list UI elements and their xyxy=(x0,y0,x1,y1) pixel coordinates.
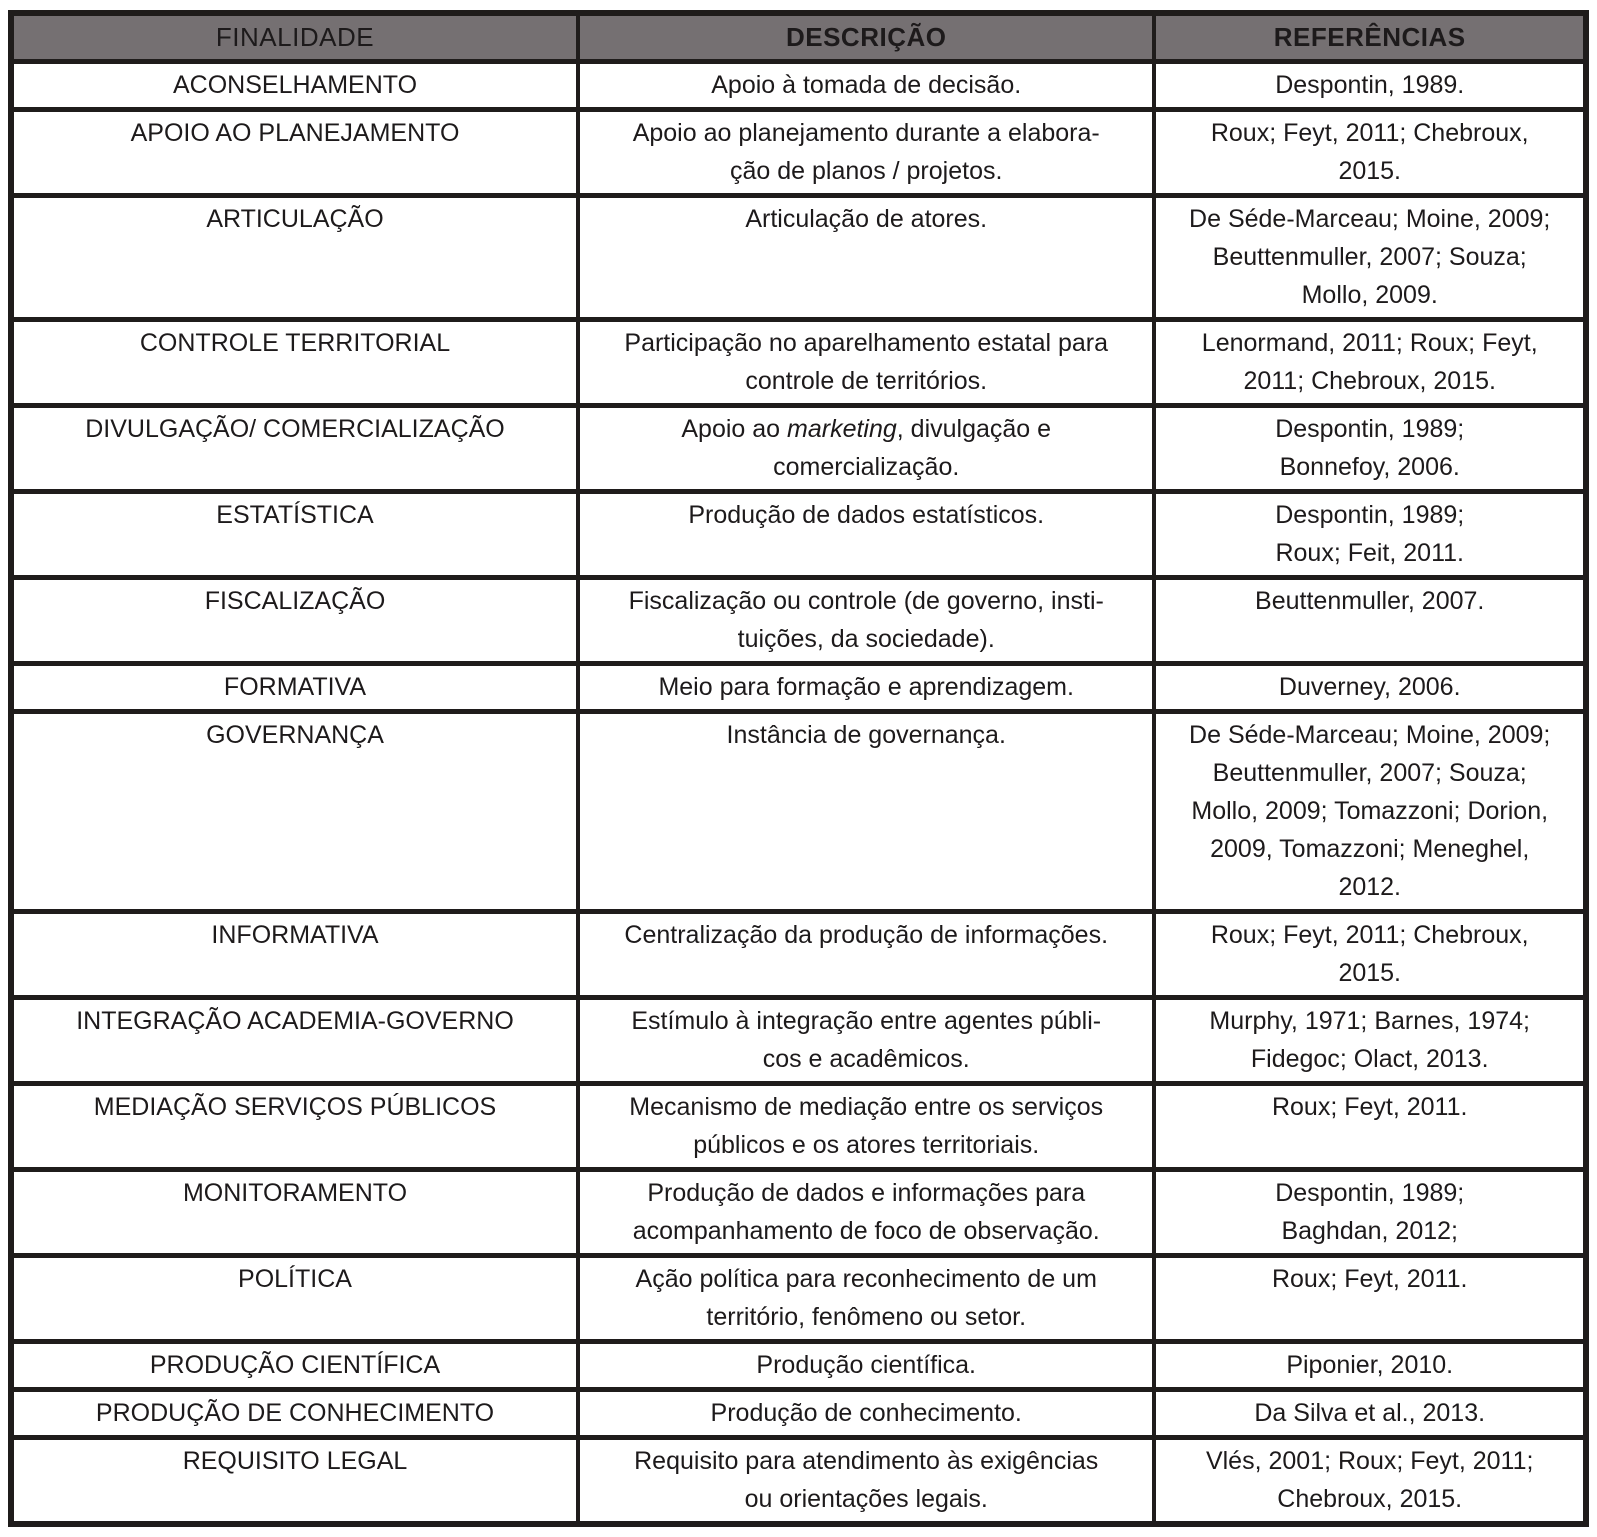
cell-line: Roux; Feyt, 2011. xyxy=(1271,1093,1468,1121)
cell-line: Articulação de atores. xyxy=(745,205,988,233)
cell-finalidade xyxy=(11,320,578,406)
table-row xyxy=(11,1170,1586,1256)
cell-line: FORMATIVA xyxy=(223,673,367,701)
cell-referencias xyxy=(1154,1342,1586,1390)
cell-descricao xyxy=(578,1170,1154,1256)
cell-finalidade xyxy=(11,1084,578,1170)
cell-finalidade xyxy=(11,1170,578,1256)
cell-referencias xyxy=(1154,998,1586,1084)
cell-descricao xyxy=(578,110,1154,196)
cell-line: Bonnefoy, 2006. xyxy=(1279,453,1460,481)
cell-referencias xyxy=(1154,196,1586,320)
column-header-finalidade: FINALIDADE xyxy=(11,13,578,62)
cell-line: Beuttenmuller, 2007; Souza; xyxy=(1212,243,1527,271)
cell-line: Meio para formação e aprendizagem. xyxy=(658,673,1074,701)
cell-referencias xyxy=(1154,1170,1586,1256)
cell-line: acompanhamento de foco de observação. xyxy=(632,1217,1100,1245)
cell-line: FISCALIZAÇÃO xyxy=(204,587,386,615)
cell-line: INTEGRAÇÃO ACADEMIA-GOVERNO xyxy=(76,1007,514,1035)
cell-descricao xyxy=(578,712,1154,912)
cell-line: Requisito para atendimento às exigências xyxy=(634,1447,1099,1475)
cell-line: Da Silva et al., 2013. xyxy=(1254,1399,1486,1427)
cell-line: Produção de conhecimento. xyxy=(710,1399,1022,1427)
table-row xyxy=(11,320,1586,406)
cell-line: PRODUÇÃO CIENTÍFICA xyxy=(149,1351,441,1379)
cell-finalidade xyxy=(11,998,578,1084)
table-row xyxy=(11,62,1586,110)
cell-line: REQUISITO LEGAL xyxy=(182,1447,408,1475)
cell-line: Despontin, 1989. xyxy=(1275,71,1465,99)
cell-descricao xyxy=(578,196,1154,320)
cell-referencias xyxy=(1154,320,1586,406)
table-row xyxy=(11,1342,1586,1390)
cell-descricao xyxy=(578,1390,1154,1438)
cell-descricao xyxy=(578,406,1154,492)
cell-line: INFORMATIVA xyxy=(211,921,379,949)
cell-line: comercialização. xyxy=(773,453,960,481)
table-row xyxy=(11,912,1586,998)
cell-finalidade xyxy=(11,406,578,492)
table-row xyxy=(11,1390,1586,1438)
cell-line: ARTICULAÇÃO xyxy=(206,205,384,233)
cell-descricao xyxy=(578,912,1154,998)
cell-line: Participação no aparelhamento estatal para xyxy=(624,329,1109,357)
cell-line: Despontin, 1989; xyxy=(1275,1179,1465,1207)
cell-line: públicos e os atores territoriais. xyxy=(693,1131,1040,1159)
cell-line: De Séde-Marceau; Moine, 2009; xyxy=(1189,205,1551,233)
cell-line: Murphy, 1971; Barnes, 1974; xyxy=(1209,1007,1530,1035)
cell-referencias xyxy=(1154,712,1586,912)
cell-finalidade xyxy=(11,664,578,712)
cell-finalidade xyxy=(11,578,578,664)
cell-line: Roux; Feit, 2011. xyxy=(1275,539,1464,567)
cell-line: Produção de dados estatísticos. xyxy=(688,501,1045,529)
cell-line: tuições, da sociedade). xyxy=(737,625,995,653)
cell-line: Centralização da produção de informações. xyxy=(624,921,1109,949)
cell-line: Roux; Feyt, 2011; Chebroux, xyxy=(1210,921,1529,949)
cell-descricao xyxy=(578,664,1154,712)
cell-referencias xyxy=(1154,664,1586,712)
cell-finalidade xyxy=(11,912,578,998)
cell-descricao xyxy=(578,1256,1154,1342)
header-row xyxy=(11,13,1586,62)
cell-descricao xyxy=(578,998,1154,1084)
cell-referencias xyxy=(1154,492,1586,578)
cell-finalidade xyxy=(11,62,578,110)
cell-referencias xyxy=(1154,1390,1586,1438)
cell-finalidade xyxy=(11,1390,578,1438)
cell-line: Apoio à tomada de decisão. xyxy=(711,71,1022,99)
cell-finalidade xyxy=(11,196,578,320)
table-row xyxy=(11,664,1586,712)
cell-line: Mecanismo de mediação entre os serviços xyxy=(629,1093,1104,1121)
cell-line: POLÍTICA xyxy=(238,1265,352,1293)
cell-line: território, fenômeno ou setor. xyxy=(706,1303,1027,1331)
cell-referencias xyxy=(1154,406,1586,492)
cell-line: 2012. xyxy=(1338,873,1401,901)
cell-line: Chebroux, 2015. xyxy=(1277,1485,1463,1513)
cell-line: Produção de dados e informações para xyxy=(647,1179,1086,1207)
cell-referencias xyxy=(1154,1438,1586,1525)
cell-referencias xyxy=(1154,1256,1586,1342)
cell-line: CONTROLE TERRITORIAL xyxy=(139,329,451,357)
cell-referencias xyxy=(1154,110,1586,196)
cell-line: ção de planos / projetos. xyxy=(730,157,1003,185)
cell-descricao xyxy=(578,492,1154,578)
table-row xyxy=(11,578,1586,664)
cell-descricao xyxy=(578,62,1154,110)
cell-line: Fidegoc; Olact, 2013. xyxy=(1250,1045,1489,1073)
cell-line: Beuttenmuller, 2007; Souza; xyxy=(1212,759,1527,787)
cell-finalidade xyxy=(11,1256,578,1342)
table-row xyxy=(11,1084,1586,1170)
cell-line: Despontin, 1989; xyxy=(1275,501,1465,529)
column-header-descricao: DESCRIÇÃO xyxy=(578,13,1154,62)
table-row xyxy=(11,998,1586,1084)
cell-finalidade xyxy=(11,492,578,578)
cell-line: Mollo, 2009. xyxy=(1301,281,1438,309)
cell-finalidade xyxy=(11,712,578,912)
cell-line: 2015. xyxy=(1338,157,1401,185)
cell-line: Fiscalização ou controle (de governo, insti- xyxy=(628,587,1104,615)
cell-line: APOIO AO PLANEJAMENTO xyxy=(130,119,460,147)
cell-referencias xyxy=(1154,912,1586,998)
cell-descricao xyxy=(578,1438,1154,1525)
cell-line: Instância de governança. xyxy=(726,721,1006,749)
table-row xyxy=(11,110,1586,196)
cell-line: Apoio ao planejamento durante a elabora- xyxy=(632,119,1100,147)
cell-line: 2011; Chebroux, 2015. xyxy=(1243,367,1496,395)
cell-line: 2015. xyxy=(1338,959,1401,987)
cell-line: ESTATÍSTICA xyxy=(216,501,374,529)
cell-finalidade xyxy=(11,110,578,196)
table-body xyxy=(11,62,1586,1525)
cell-line: Piponier, 2010. xyxy=(1286,1351,1454,1379)
cell-line: Produção científica. xyxy=(756,1351,976,1379)
cell-referencias xyxy=(1154,62,1586,110)
table-row xyxy=(11,712,1586,912)
cell-line: Roux; Feyt, 2011. xyxy=(1271,1265,1468,1293)
cell-referencias xyxy=(1154,1084,1586,1170)
column-header-referencias: REFERÊNCIAS xyxy=(1154,13,1586,62)
table-row xyxy=(11,1256,1586,1342)
cell-line: Apoio ao marketing, divulgação e xyxy=(681,415,1052,443)
cell-line: Beuttenmuller, 2007. xyxy=(1255,587,1485,615)
cell-line: controle de territórios. xyxy=(745,367,988,395)
cell-line: ou orientações legais. xyxy=(744,1485,988,1513)
cell-line: PRODUÇÃO DE CONHECIMENTO xyxy=(95,1399,495,1427)
cell-line: Despontin, 1989; xyxy=(1275,415,1465,443)
cell-line: Duverney, 2006. xyxy=(1278,673,1461,701)
table-row xyxy=(11,1438,1586,1525)
cell-line: GOVERNANÇA xyxy=(206,721,384,749)
cell-line: Estímulo à integração entre agentes públi- xyxy=(631,1007,1102,1035)
cell-line: 2009, Tomazzoni; Meneghel, xyxy=(1210,835,1530,863)
purpose-table xyxy=(8,10,1589,1527)
cell-line: De Séde-Marceau; Moine, 2009; xyxy=(1189,721,1551,749)
cell-descricao xyxy=(578,1342,1154,1390)
cell-line: MONITORAMENTO xyxy=(182,1179,408,1207)
cell-line: Baghdan, 2012; xyxy=(1281,1217,1458,1245)
cell-line: Roux; Feyt, 2011; Chebroux, xyxy=(1210,119,1529,147)
cell-line: Lenormand, 2011; Roux; Feyt, xyxy=(1201,329,1538,357)
cell-descricao xyxy=(578,320,1154,406)
cell-line: ACONSELHAMENTO xyxy=(172,71,418,99)
table-row xyxy=(11,196,1586,320)
table-row xyxy=(11,492,1586,578)
cell-line: cos e acadêmicos. xyxy=(762,1045,970,1073)
cell-referencias xyxy=(1154,578,1586,664)
cell-line: Ação política para reconhecimento de um xyxy=(635,1265,1097,1293)
cell-line: Mollo, 2009; Tomazzoni; Dorion, xyxy=(1191,797,1549,825)
table-row xyxy=(11,406,1586,492)
cell-line: Vlés, 2001; Roux; Feyt, 2011; xyxy=(1205,1447,1534,1475)
cell-line: MEDIAÇÃO SERVIÇOS PÚBLICOS xyxy=(93,1093,497,1121)
cell-finalidade xyxy=(11,1342,578,1390)
cell-descricao xyxy=(578,1084,1154,1170)
cell-line: DIVULGAÇÃO/ COMERCIALIZAÇÃO xyxy=(85,415,505,443)
cell-descricao xyxy=(578,578,1154,664)
cell-finalidade xyxy=(11,1438,578,1525)
